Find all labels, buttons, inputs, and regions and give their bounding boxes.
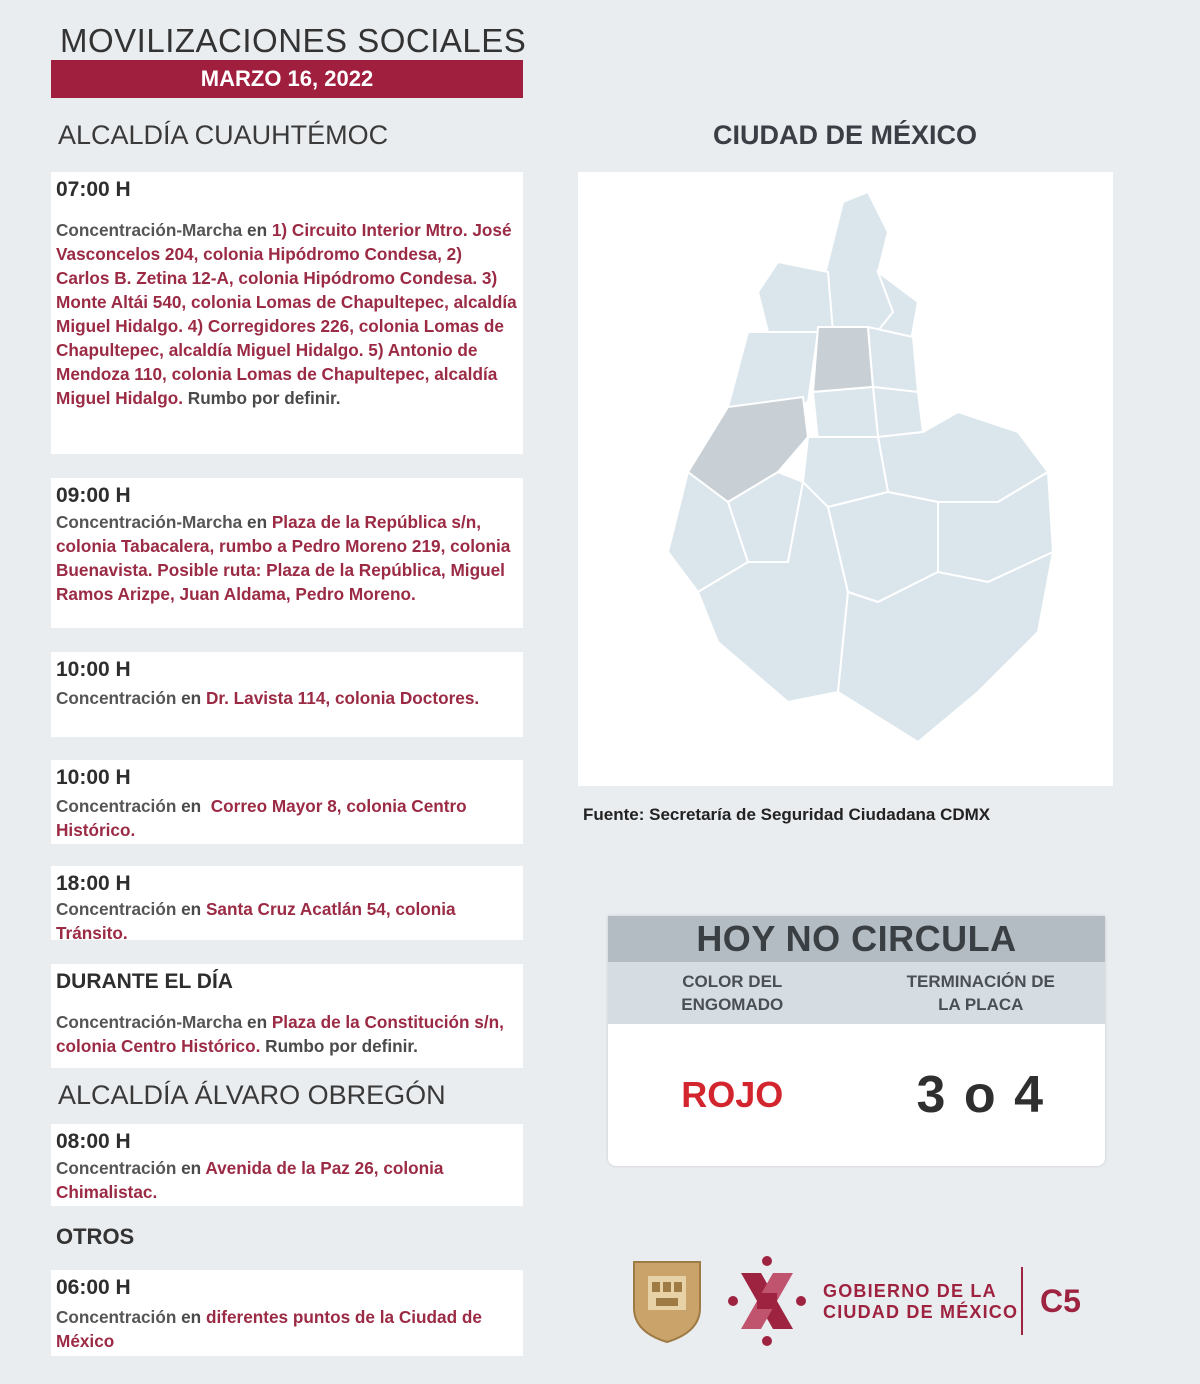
event-time: 06:00 H xyxy=(56,1276,131,1299)
event-card xyxy=(51,1124,523,1206)
event-kind: Concentración xyxy=(56,1307,177,1327)
event-description: Concentración en diferentes puntos de la Ciudad de México xyxy=(56,1307,482,1351)
event-kind: Concentración-Marcha xyxy=(56,512,243,532)
cdmx-map xyxy=(578,172,1113,786)
event-time: DURANTE EL DÍA xyxy=(56,970,233,993)
event-card xyxy=(51,760,523,844)
event-description: Concentración-Marcha en Plaza de la República s/n, colonia Tabacalera, rumbo a Pedro Moreno 219, colonia Buenavista. Posible ruta: Plaza de la República, Miguel Ramos Arizpe, Juan Aldama, Pedro Moreno. xyxy=(56,512,511,604)
event-card xyxy=(51,964,523,1068)
hnc-values xyxy=(608,1024,1105,1166)
section-otros: OTROS xyxy=(56,1224,135,1249)
event-card xyxy=(51,866,523,943)
section-obregon: ALCALDÍA ÁLVARO OBREGÓN xyxy=(58,1080,446,1110)
map-district xyxy=(873,387,923,437)
event-location: diferentes puntos de la Ciudad de México xyxy=(56,1307,482,1351)
map-district-highlight xyxy=(813,327,873,392)
event-time: 10:00 H xyxy=(56,766,131,789)
section-cuauhtemoc: ALCALDÍA CUAUHTÉMOC xyxy=(58,120,389,150)
page-title: MOVILIZACIONES SOCIALES xyxy=(60,22,527,59)
event-time: 18:00 H xyxy=(56,872,131,895)
event-time: 10:00 H xyxy=(56,658,131,681)
event-kind: Concentración xyxy=(56,796,177,816)
event-note: Rumbo por definir. xyxy=(260,1036,418,1056)
footer-divider xyxy=(1021,1267,1023,1335)
event-description: Concentración-Marcha en Plaza de la Constitución s/n, colonia Centro Histórico. Rumbo por definir. xyxy=(56,1012,504,1056)
cdmx-map-svg xyxy=(578,172,1113,786)
hnc-plate-value: 3 o 4 xyxy=(916,1066,1045,1124)
event-card xyxy=(51,652,523,737)
event-location: 1) Circuito Interior Mtro. José Vasconcelos 204, colonia Hipódromo Condesa, 2) Carlos B. Zetina 12-A, colonia Hipódromo Condesa. 3) Monte Altái 540, colonia Lomas de Chapultepec, alcaldía Miguel Hidalgo. 4) Corregidores 226, colonia Lomas de Chapultepec, alcaldía Miguel Hidalgo. 5) Antonio de Mendoza 110, colonia Lomas de Chapultepec, alcaldía Miguel Hidalgo. xyxy=(56,220,517,408)
event-kind: Concentración-Marcha xyxy=(56,220,243,240)
event-card xyxy=(51,1270,523,1356)
event-time: 09:00 H xyxy=(56,484,131,507)
event-time: 08:00 H xyxy=(56,1130,131,1153)
event-location: Avenida de la Paz 26, colonia Chimalistac. xyxy=(56,1158,444,1202)
event-description: Concentración en Dr. Lavista 114, colonia Doctores. xyxy=(56,688,480,708)
event-location: Correo Mayor 8, colonia Centro Histórico. xyxy=(56,796,472,840)
event-kind: Concentración xyxy=(56,899,177,919)
event-location: Plaza de la República s/n, colonia Tabacalera, rumbo a Pedro Moreno 219, colonia Buenavista. Posible ruta: Plaza de la República, Miguel Ramos Arizpe, Juan Aldama, Pedro Moreno. xyxy=(56,512,511,604)
event-time: 07:00 H xyxy=(56,178,131,201)
hnc-color-header: COLOR DEL ENGOMADO xyxy=(681,972,784,1014)
map-source: Fuente: Secretaría de Seguridad Ciudadana CDMX xyxy=(583,805,991,824)
map-district xyxy=(813,387,878,442)
hnc-plate-header: TERMINACIÓN DE LA PLACA xyxy=(906,972,1055,1014)
event-description: Concentración en Correo Mayor 8, colonia Centro Histórico. xyxy=(56,796,472,840)
map-title: CIUDAD DE MÉXICO xyxy=(713,120,978,150)
event-card xyxy=(51,478,523,628)
date-banner xyxy=(51,60,523,98)
date-text: MARZO 16, 2022 xyxy=(200,66,374,91)
hnc-color-value: ROJO xyxy=(681,1074,784,1115)
hoy-no-circula-panel xyxy=(608,916,1105,1166)
hnc-headers xyxy=(608,962,1105,1024)
event-location: Dr. Lavista 114, colonia Doctores. xyxy=(205,688,480,708)
event-kind: Concentración xyxy=(56,688,177,708)
event-description: Concentración en Santa Cruz Acatlán 54, colonia Tránsito. xyxy=(56,899,456,943)
event-location: Santa Cruz Acatlán 54, colonia Tránsito. xyxy=(56,899,456,943)
event-kind: Concentración xyxy=(56,1158,177,1178)
event-description: Concentración en Avenida de la Paz 26, colonia Chimalistac. xyxy=(56,1158,444,1202)
event-location: Plaza de la Constitución s/n, colonia Centro Histórico. xyxy=(56,1012,504,1056)
event-note: Rumbo por definir. xyxy=(183,388,341,408)
map-district xyxy=(823,192,893,337)
cdmx-emblem-icon xyxy=(727,1253,807,1349)
cdmx-coat-of-arms-logo xyxy=(630,1258,704,1344)
map-district xyxy=(868,327,918,392)
gov-cdmx-wordmark: GOBIERNO DE LA CIUDAD DE MÉXICO xyxy=(823,1281,1019,1322)
c5-logo: C5 xyxy=(1040,1283,1081,1319)
hnc-title: HOY NO CIRCULA xyxy=(608,916,1105,962)
event-description: Concentración-Marcha en 1) Circuito Interior Mtro. José Vasconcelos 204, colonia Hipódromo Condesa, 2) Carlos B. Zetina 12-A, colonia Hipódromo Condesa. 3) Monte Altái 540, colonia Lomas de Chapultepec, alcaldía Miguel Hidalgo. 4) Corregidores 226, colonia Lomas de Chapultepec, alcaldía Miguel Hidalgo. 5) Antonio de Mendoza 110, colonia Lomas de Chapultepec, alcaldía Miguel Hidalgo. Rumbo por definir. xyxy=(56,220,517,408)
event-card xyxy=(51,172,523,454)
event-kind: Concentración-Marcha xyxy=(56,1012,243,1032)
